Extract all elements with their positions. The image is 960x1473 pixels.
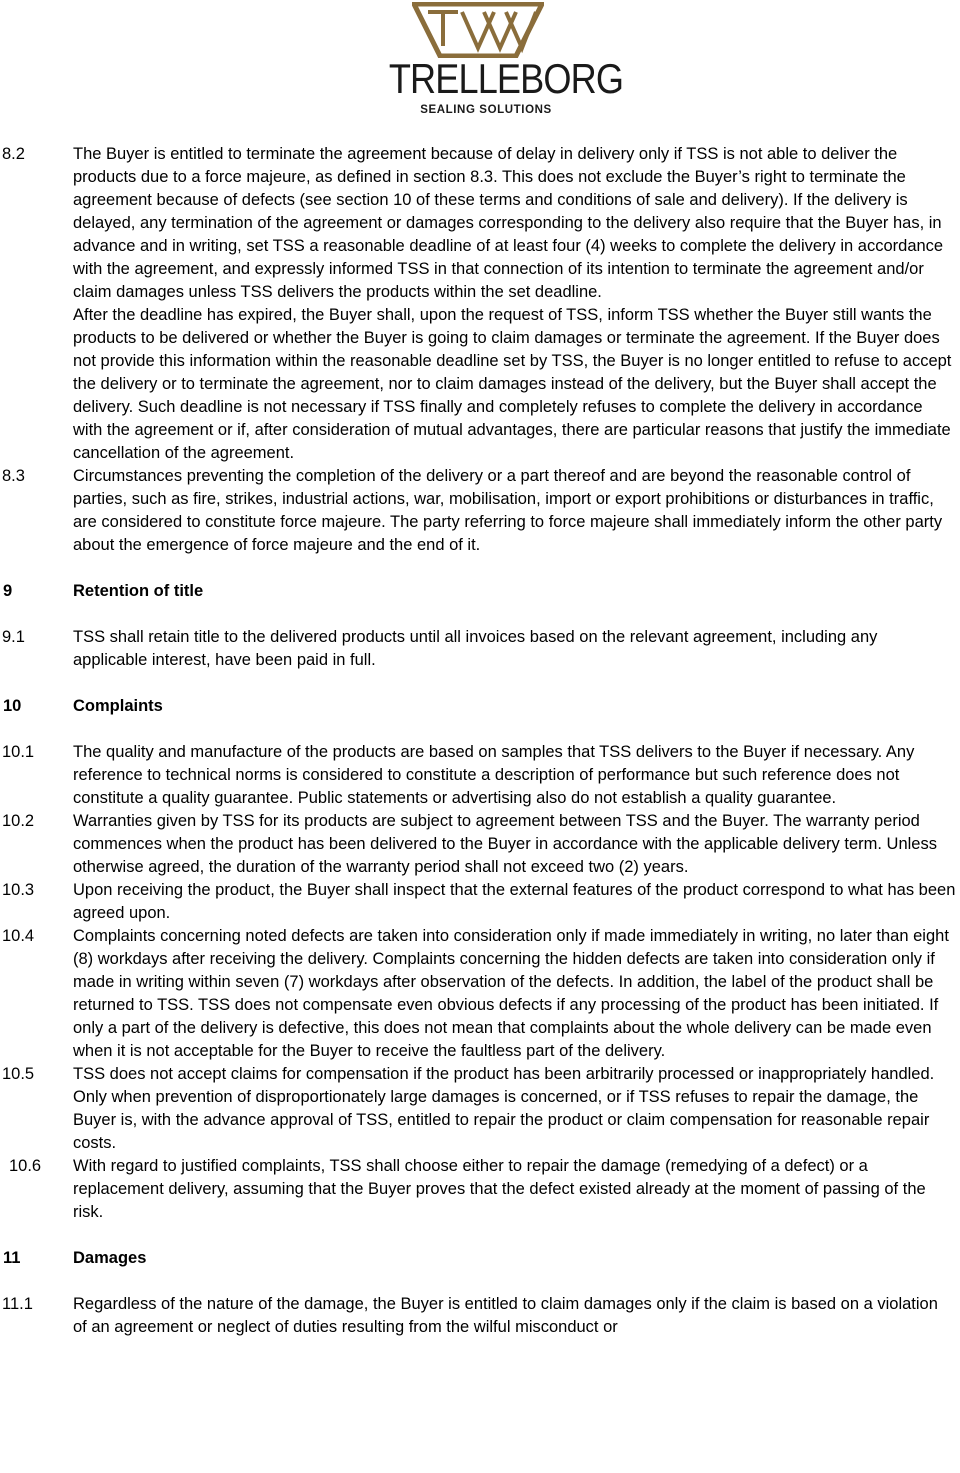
section-spacer (0, 672, 960, 695)
clause-paragraph (0, 1155, 960, 1224)
clause-paragraph (0, 741, 960, 810)
clause-text: Upon receiving the product, the Buyer shall inspect that the external features of the product correspond to what has been agreed upon. (73, 881, 956, 922)
clause-paragraph (0, 1293, 960, 1339)
section-number: 10 (3, 697, 22, 715)
section-spacer (0, 1270, 960, 1293)
section-spacer (0, 718, 960, 741)
clause-paragraph (0, 1063, 960, 1155)
clause-paragraph (0, 143, 960, 304)
clause-number: 10.4 (2, 927, 35, 945)
section-number: 11 (3, 1249, 21, 1267)
clause-text: After the deadline has expired, the Buyer shall, upon the request of TSS, inform TSS whether the Buyer still wants the products to be delivered or whether the Buyer is going to claim damages or terminate the agreement. If the Buyer does not provide this information within the reasonable deadline set by TSS, the Buyer is no longer entitled to refuse to accept the delivery or to terminate the agreement, nor to claim damages instead of the delivery, but the Buyer shall accept the delivery. Such deadline is not necessary if TSS finally and completely refuses to complete the delivery in accordance with the agreement or if, after consideration of mutual advantages, there are particular reasons that justify the immediate cancellation of the agreement. (73, 306, 952, 462)
clause-number: 10.6 (9, 1157, 42, 1175)
clause-paragraph (0, 879, 960, 925)
clause-paragraph (0, 304, 960, 465)
section-number: 9 (3, 582, 13, 600)
logo-tagline: SEALING SOLUTIONS (420, 104, 552, 116)
clause-text: The Buyer is entitled to terminate the agreement because of delay in delivery only if TSS is not able to deliver the products due to a force majeure, as defined in section 8.3. This does not exclude the Buyer’s right to terminate the agreement because of defects (see section 10 of these terms and conditions of sale and delivery). If the delivery is delayed, any termination of the agreement or damages corresponding to the delivery also require that the Buyer has, in advance and in writing, set TSS a reasonable deadline of at least four (4) weeks to complete the delivery in accordance with the agreement, and expressly informed TSS in that connection of its intention to terminate the agreement and/or claim damages unless TSS delivers the products within the set deadline. (73, 145, 944, 301)
clause-text: Complaints concerning noted defects are taken into consideration only if made immediately in writing, no later than eight (8) workdays after receiving the delivery. Complaints concerning the hidden defects are taken into consideration only if made in writing within seven (7) workdays after observation of the defects. In addition, the label of the product shall be returned to TSS. TSS does not compensate even obvious defects if any processing of the product has been initiated. If only a part of the delivery is defective, this does not mean that complaints about the whole delivery can be made even when it is not acceptable for the Buyer to receive the faultless part of the delivery. (73, 927, 949, 1060)
clause-text: TSS shall retain title to the delivered products until all invoices based on the relevant agreement, including any applicable interest, have been paid in full. (73, 628, 878, 669)
clause-number: 11.1 (2, 1295, 33, 1313)
section-title: Damages (73, 1249, 147, 1267)
section-heading (0, 580, 960, 603)
clause-number: 10.5 (2, 1065, 35, 1083)
clause-text: The quality and manufacture of the products are based on samples that TSS delivers to the Buyer if necessary. Any reference to technical norms is considered to constitute a description of performance but such reference does not constitute a quality guarantee. Public statements or advertising also do not establish a quality guarantee. (73, 743, 915, 807)
clause-text: With regard to justified complaints, TSS shall choose either to repair the damage (remedying of a defect) or a replacement delivery, assuming that the Buyer proves that the defect existed already at the moment of passing of the risk. (73, 1157, 926, 1221)
clause-number: 10.1 (2, 743, 35, 761)
trelleborg-emblem-icon (412, 2, 544, 58)
clause-paragraph (0, 626, 960, 672)
document-body (0, 143, 960, 1339)
section-spacer (0, 1224, 960, 1247)
clause-text: Regardless of the nature of the damage, the Buyer is entitled to claim damages only if the claim is based on a violation of an agreement or neglect of duties resulting from the wilful misconduct or (73, 1295, 938, 1336)
trelleborg-logo (0, 0, 960, 122)
logo-wordmark: TRELLEBORG (388, 55, 624, 102)
section-spacer (0, 603, 960, 626)
section-heading (0, 695, 960, 718)
section-title: Complaints (73, 697, 163, 715)
clause-number: 9.1 (2, 628, 25, 646)
clause-paragraph (0, 465, 960, 557)
section-spacer (0, 557, 960, 580)
section-title: Retention of title (73, 582, 204, 600)
clause-text: Circumstances preventing the completion of the delivery or a part thereof and are beyond the reasonable control of parties, such as fire, strikes, industrial actions, war, mobilisation, import or export prohibitions or disturbances in traffic, are considered to constitute force majeure. The party referring to force majeure shall immediately inform the other party about the emergence of force majeure and the end of it. (73, 467, 943, 554)
clause-paragraph (0, 810, 960, 879)
clause-text: TSS does not accept claims for compensation if the product has been arbitrarily processed or inappropriately handled. Only when prevention of disproportionately large damages is concerned, or if TSS refuses to repair the damage, the Buyer is, with the advance approval of TSS, entitled to repair the product or claim compensation for reasonable repair costs. (73, 1065, 935, 1152)
clause-number: 10.3 (2, 881, 35, 899)
clause-paragraph (0, 925, 960, 1063)
clause-text: Warranties given by TSS for its products are subject to agreement between TSS and the Buyer. The warranty period commences when the product has been delivered to the Buyer in accordance with the applicable delivery term. Unless otherwise agreed, the duration of the warranty period shall not exceed two (2) years. (73, 812, 937, 876)
section-heading (0, 1247, 960, 1270)
clause-number: 8.3 (2, 467, 25, 485)
clause-number: 8.2 (2, 145, 25, 163)
clause-number: 10.2 (2, 812, 35, 830)
